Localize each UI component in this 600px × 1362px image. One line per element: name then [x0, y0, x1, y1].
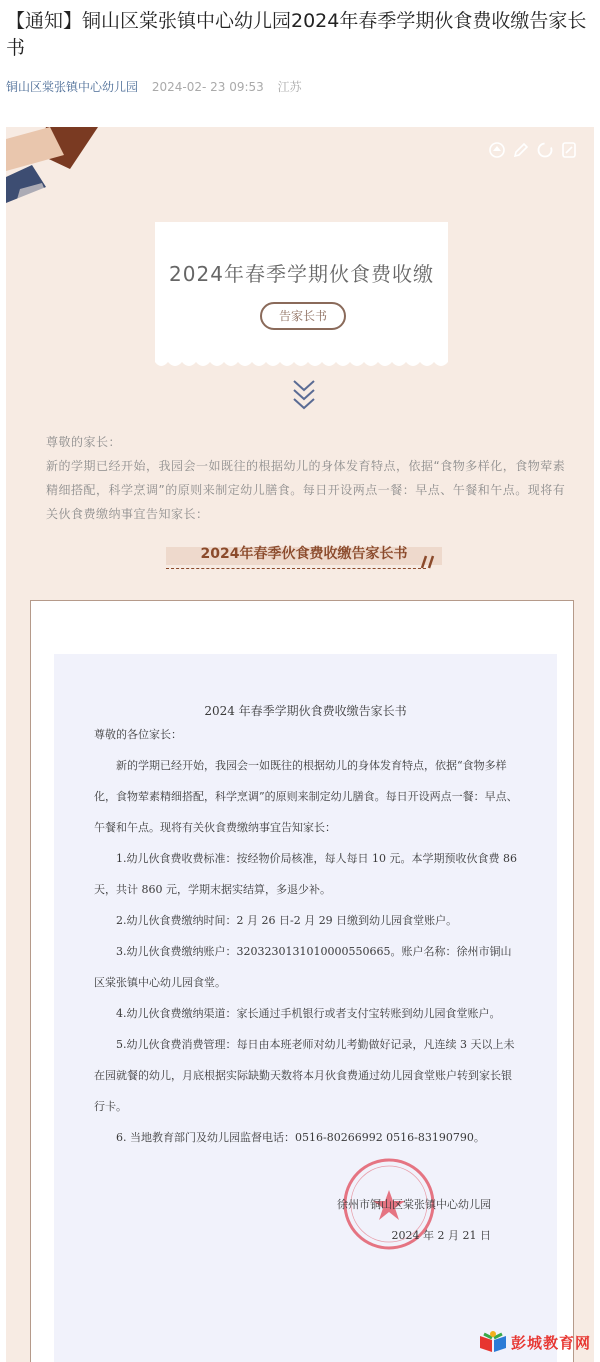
magic-icon[interactable]	[488, 141, 506, 159]
article-author-link[interactable]: 铜山区棠张镇中心幼儿园	[6, 80, 139, 94]
chevron-down-icon	[292, 379, 316, 411]
banner-pill: 告家长书	[260, 302, 346, 330]
document-scan	[54, 654, 557, 1362]
document-paragraph: 1.幼儿伙食费收费标准：按经物价局核准，每人每日 10 元。本学期预收伙食费 86 天，共计 860 元，学期末据实结算，多退少补。	[94, 852, 517, 896]
note-icon[interactable]	[560, 141, 578, 159]
article-location: 江苏	[277, 80, 302, 94]
site-watermark	[478, 1330, 591, 1354]
article-title: 【通知】铜山区棠张镇中心幼儿园2024年春季学期伙食费收缴告家长书	[6, 10, 587, 59]
document-paragraph: 新的学期已经开始，我园会一如既往的根据幼儿的身体发育特点，依据“食物多样化，食物荤素精细搭配，科学烹调”的原则来制定幼儿膳食。每日开设两点一餐：早点、午餐和午点。现将有关伙食费缴纳事宜告知家长：	[94, 759, 518, 834]
document-paragraph: 3.幼儿伙食费缴纳账户：32032301310100005506​65。账户名称：徐州市铜山区棠张镇中心幼儿园食堂。	[94, 945, 512, 989]
document-body	[94, 719, 519, 1153]
document-frame	[30, 600, 574, 1362]
document-sign-date: 2024 年 2 月 21 日	[391, 1229, 491, 1242]
banner-card	[155, 222, 448, 360]
article-date: 2024-02- 23 09:53	[151, 80, 264, 94]
article-meta	[6, 78, 302, 95]
document-paragraph: 2.幼儿伙食费缴纳时间：2 月 26 日-2 月 29 日缴到幼儿园食堂账户。	[116, 914, 458, 927]
intro-greeting: 尊敬的家长：	[46, 435, 122, 449]
section-heading	[166, 539, 442, 573]
document-greeting: 尊敬的各位家长：	[94, 728, 182, 741]
banner-card-scallop	[155, 360, 448, 370]
banner-title: 2024年春季学期伙食费收缴	[169, 262, 434, 286]
heading-slash-marks	[418, 555, 438, 569]
intro-body: 新的学期已经开始，我园会一如既往的根据幼儿的身体发育特点，依据“食物多样化，食物荤素精细搭配，科学烹调”的原则来制定幼儿膳食。每日开设两点一餐：早点、午餐和午点。现将有关伙食费缴纳事宜告知家长：	[46, 459, 566, 521]
pencil-icon[interactable]	[512, 141, 530, 159]
circle-icon[interactable]	[536, 141, 554, 159]
document-signature-block	[337, 1189, 491, 1251]
section-heading-text: 2024年春季伙食费收缴告家长书	[200, 546, 408, 562]
decor-shapes-icon	[6, 127, 116, 207]
document-paragraph: 4.幼儿伙食费缴纳渠道：家长通过手机银行或者支付宝转账到幼儿园食堂账户。	[116, 1007, 501, 1020]
document-title: 2024 年春季学期伙食费收缴告家长书	[204, 704, 407, 718]
document-paragraph: 5.幼儿伙食费消费管理：每日由本班老师对幼儿考勤做好记录，凡连续 3 天以上未在园就餐的幼儿，月底根据实际缺勤天数将本月伙食费通过幼儿园食堂账户转到家长银行卡。	[94, 1038, 515, 1113]
watermark-text: 彭城教育网	[511, 1333, 592, 1352]
intro-text	[46, 430, 566, 526]
document-paragraph: 6. 当地教育部门及幼儿园监督电话：0516-80266992 0516-83190790。	[116, 1131, 485, 1144]
toolbar-icons	[488, 141, 578, 159]
book-logo-icon	[478, 1330, 508, 1354]
document-signature: 徐州市铜山区棠张镇中心幼儿园	[337, 1198, 491, 1211]
article-content-panel	[6, 127, 594, 1362]
